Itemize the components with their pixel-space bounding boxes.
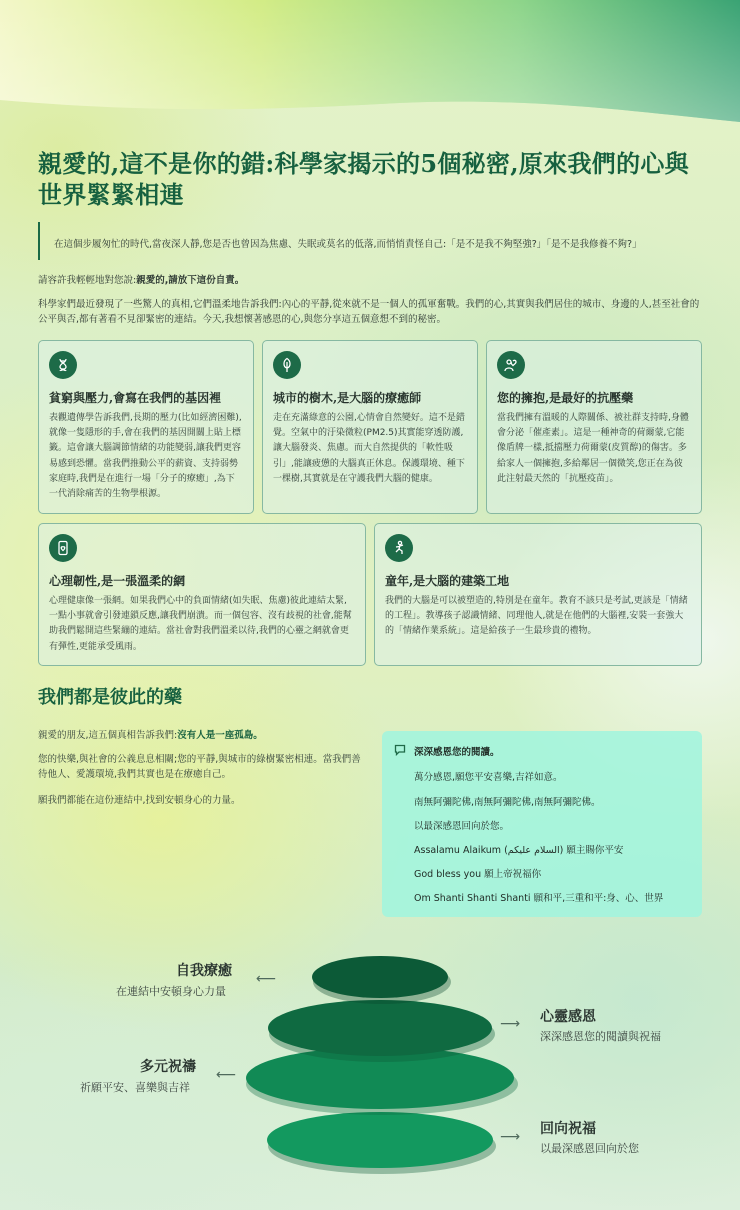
arrow-left-icon: ⟵: [256, 971, 277, 987]
arrow-right-icon: ⟶: [500, 1016, 521, 1032]
stack-label-sub: 深深感恩您的閱讀與祝福: [540, 1030, 661, 1043]
section-paragraph-2: 您的快樂,與社會的公義息息相關;您的平靜,與城市的綠樹緊密相連。當我們善待他人、愛護環境,我們其實也是在療癒自己。: [38, 754, 361, 780]
card-title: 貧窮與壓力,會寫在我們的基因裡: [49, 391, 222, 405]
intro-line: [38, 272, 702, 286]
article-title: 親愛的,這不是你的錯:科學家揭示的5個秘密,原來我們的心與世界緊緊相連: [38, 149, 689, 209]
arrow-left-icon: ⟵: [216, 1067, 237, 1083]
tree-icon: [273, 351, 301, 379]
intro-quote: 在這個步履匆忙的時代,當夜深人靜,您是否也曾因為焦慮、失眠或莫名的低落,而悄悄責怪自己:「是不是我不夠堅強?」「是不是我修養不夠?」: [38, 222, 702, 260]
card-title: 心理韌性,是一張溫柔的網: [49, 574, 186, 588]
healing-stack-diagram: [0, 940, 740, 1190]
hug-icon: [497, 351, 525, 379]
card-text: 走在充滿綠意的公園,心情會自然變好。這不是錯覺。空氣中的汙染微粒(PM2.5)其實能穿透防護,讓大腦發炎、焦慮。而大自然提供的「軟性吸引」,能讓疲憊的大腦真正休息。保護環境、種下一棵樹,其實就是在守護我們大腦的健康。: [273, 413, 465, 484]
phone-heart-icon: [49, 534, 77, 562]
secret-card-hug: [486, 340, 702, 514]
card-title: 城市的樹木,是大腦的療癒師: [273, 391, 422, 405]
blessing-line: 以最深感恩回向於您。: [414, 821, 510, 832]
intro-bold: 親愛的,請放下這份自責。: [136, 275, 245, 286]
secret-card-childhood: [374, 523, 702, 666]
blessing-line: Assalamu Alaikum (السلام عليكم) 願主賜你平安: [414, 845, 624, 856]
disc-top: [312, 956, 448, 998]
dna-icon: [49, 351, 77, 379]
card-text: 我們的大腦是可以被塑造的,特別是在童年。教育不該只是考試,更該是「情緒的工程」。教導孩子認識情緒、同理他人,就是在他們的大腦裡,安裝一套強大的「情緒作業系統」。這是給孩子一生最珍貴的禮物。: [385, 596, 688, 637]
intro-prefix: 請容許我輕輕地對您說:: [38, 275, 137, 286]
chat-icon: [394, 744, 406, 756]
disc-bottom: [267, 1112, 493, 1168]
secret-card-trees: [262, 340, 478, 514]
card-title: 童年,是大腦的建築工地: [385, 574, 510, 588]
stack-label-title: 心靈感恩: [540, 1009, 596, 1025]
blessing-line: God bless you 願上帝祝福你: [414, 869, 542, 880]
stack-label-sub: 以最深感恩回向於您: [540, 1142, 639, 1155]
child-play-icon: [385, 534, 413, 562]
blessing-box: [382, 731, 702, 917]
card-text: 心理健康像一張網。如果我們心中的負面情緒(如失眠、焦慮)彼此連結太緊,一點小事就會引發連鎖反應,讓我們崩潰。而一個包容、沒有歧視的社會,能幫助我們鬆開這些緊繃的連結。當社會對我們溫柔以待,我們的心靈之網就會更有彈性,更能承受風雨。: [49, 596, 352, 652]
blessing-line: Om Shanti Shanti Shanti 願和平,三重和平:身、心、世界: [414, 893, 664, 904]
section-p1-bold: 沒有人是一座孤島。: [177, 730, 263, 741]
blessing-line: 南無阿彌陀佛,南無阿彌陀佛,南無阿彌陀佛。: [414, 797, 601, 808]
blessing-line: 萬分感恩,願您平安喜樂,吉祥如意。: [414, 772, 563, 783]
intro-paragraph: 科學家們最近發現了一些驚人的真相,它們溫柔地告訴我們:內心的平靜,從來就不是一個人的孤軍奮戰。我們的心,其實與我們居住的城市、身邊的人,甚至社會的公平與否,都有著看不見卻緊密的連結。今天,我想懷著感恩的心,與您分享這五個意想不到的秘密。: [38, 299, 700, 325]
stack-label-sub: 祈願平安、喜樂與吉祥: [80, 1081, 190, 1094]
secret-card-genes: [38, 340, 254, 514]
section-paragraph-1: [38, 728, 368, 743]
stack-label-sub: 在連結中安頓身心力量: [116, 985, 226, 998]
arrow-right-icon: ⟶: [500, 1129, 521, 1145]
disc-second: [268, 1000, 492, 1056]
section-paragraph-3: 願我們都能在這份連結中,找到安頓身心的力量。: [38, 795, 241, 806]
card-title: 您的擁抱,是最好的抗壓藥: [497, 391, 634, 405]
blessing-title: 深深感恩您的閱讀。: [414, 747, 500, 758]
section-p1-prefix: 親愛的朋友,這五個真相告訴我們:: [38, 730, 178, 741]
stack-label-title: 回向祝福: [540, 1121, 596, 1137]
stack-label-title: 自我療癒: [176, 963, 232, 979]
card-text: 當我們擁有溫暖的人際關係、被社群支持時,身體會分泌「催產素」。這是一種神奇的荷爾蒙,它能像盾牌一樣,抵擋壓力荷爾蒙(皮質醇)的傷害。多給家人一個擁抱,多給鄰居一個微笑,您正在為彼此注射最天然的「抗壓疫苗」。: [497, 413, 689, 484]
section-heading: 我們都是彼此的藥: [38, 687, 182, 708]
secret-card-resilience: [38, 523, 366, 666]
stack-label-title: 多元祝禱: [140, 1059, 196, 1075]
card-text: 表觀遺傳學告訴我們,長期的壓力(比如經濟困難),就像一隻隱形的手,會在我們的基因開關上貼上標籤。這會讓大腦調節情緒的功能變弱,讓我們更容易感到恐懼。當我們推動公平的薪資、支持弱勢家庭時,我們是在進行一場「分子的療癒」,為下一代消除痛苦的生物學根源。: [49, 413, 242, 500]
